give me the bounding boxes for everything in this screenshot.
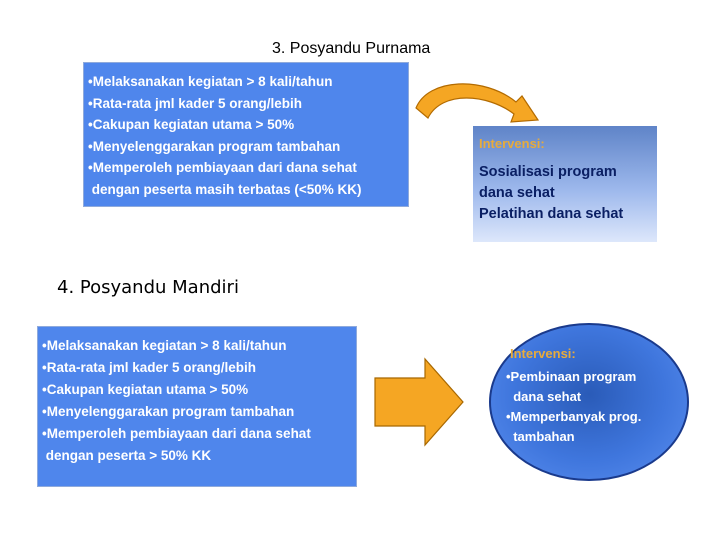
intervention-line: tambahan — [506, 429, 575, 444]
right-arrow-icon — [373, 356, 467, 448]
section-3-title: 3. Posyandu Purnama — [272, 40, 431, 57]
intervention-line: Sosialisasi program — [479, 164, 617, 180]
section-4-title: 4. Posyandu Mandiri — [57, 277, 239, 298]
intervention-heading: Intervensi: — [510, 346, 576, 361]
intervention-heading: Intervensi: — [479, 136, 545, 151]
purnama-criteria-box — [83, 62, 409, 207]
criteria-line: •Cakupan kegiatan utama > 50% — [42, 382, 249, 397]
criteria-line: •Melaksanakan kegiatan > 8 kali/tahun — [88, 74, 333, 89]
mandiri-criteria-box — [37, 326, 357, 487]
criteria-line: dengan peserta masih terbatas (<50% KK) — [88, 181, 362, 197]
criteria-line: •Memperoleh pembiayaan dari dana sehat — [88, 160, 357, 175]
mandiri-intervention-oval — [489, 323, 689, 481]
criteria-line: •Cakupan kegiatan utama > 50% — [88, 117, 295, 132]
intervention-list — [506, 367, 641, 447]
criteria-line: •Menyelenggarakan program tambahan — [42, 404, 295, 419]
criteria-line: •Menyelenggarakan program tambahan — [88, 138, 341, 154]
criteria-line: •Rata-rata jml kader 5 orang/lebih — [42, 360, 257, 375]
criteria-line: •Memperoleh pembiayaan dari dana sehat — [42, 426, 311, 441]
purnama-intervention-box — [473, 126, 657, 242]
criteria-line: dengan peserta > 50% KK — [42, 448, 212, 463]
criteria-line: •Melaksanakan kegiatan > 8 kali/tahun — [42, 338, 287, 353]
intervention-line: •Pembinaan program — [506, 369, 637, 384]
intervention-line: dana sehat — [479, 185, 555, 201]
intervention-line: dana sehat — [506, 389, 582, 404]
intervention-line: Pelatihan dana sehat — [479, 206, 624, 222]
criteria-line: •Rata-rata jml kader 5 orang/lebih — [88, 95, 303, 111]
intervention-line: •Memperbanyak prog. — [506, 409, 642, 424]
